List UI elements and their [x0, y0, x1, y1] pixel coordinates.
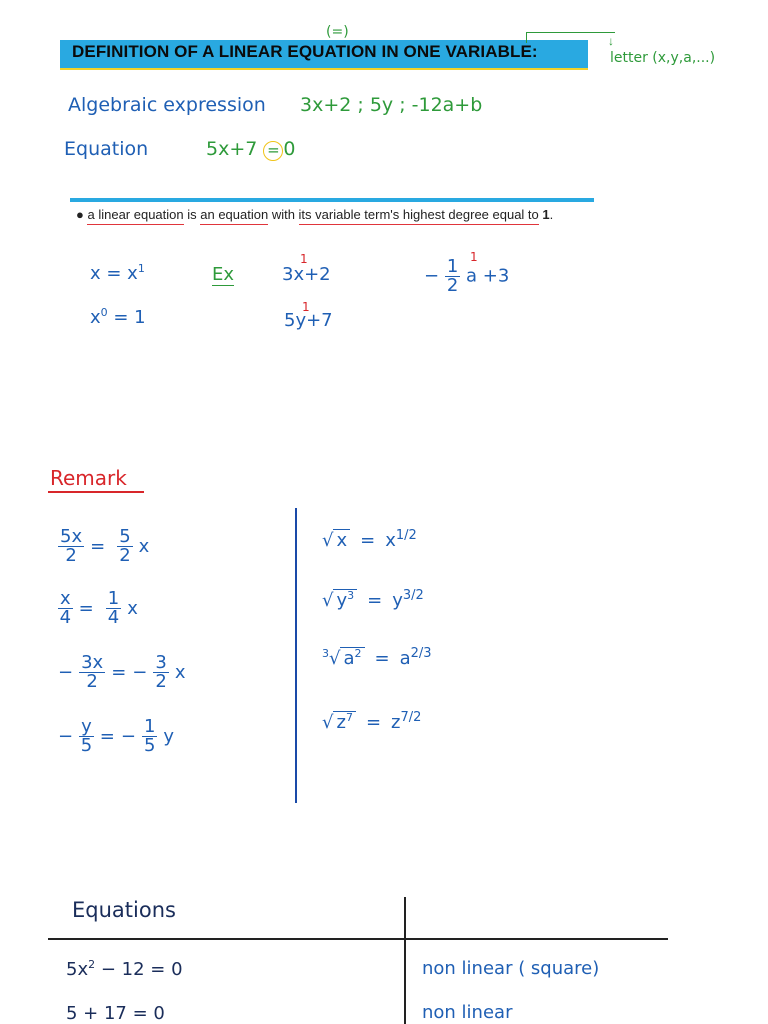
right-prefix: − — [132, 662, 148, 683]
table-vertical-rule — [404, 897, 406, 1024]
remark-left-row — [58, 590, 138, 627]
right-fraction-num: 3 — [155, 652, 167, 673]
variable: x — [138, 536, 150, 557]
right-fraction — [106, 590, 121, 627]
radicand-exp: 3 — [347, 589, 355, 602]
right-prefix: − — [120, 726, 136, 747]
remark-left-row — [58, 718, 174, 755]
power-base: z — [391, 712, 401, 733]
left-fraction-den: 2 — [65, 545, 77, 566]
remark-right-row — [322, 528, 417, 551]
left-fraction-den: 4 — [59, 607, 72, 628]
minus-sign: − — [58, 662, 74, 683]
power-exp: 2/3 — [410, 646, 432, 661]
example-5y-plus-7: 5y+7 — [284, 310, 333, 331]
ex3-num: 1 — [446, 256, 459, 277]
remark-left-row — [58, 528, 149, 565]
def-part-7: . — [549, 207, 554, 222]
remark-right-row — [322, 646, 432, 669]
letter-note: letter (x,y,a,...) — [610, 50, 716, 66]
left-fraction-num: y — [81, 716, 92, 737]
equals-sign: = — [365, 712, 382, 733]
eq-base: 5 — [66, 1003, 78, 1024]
left-fraction — [79, 654, 105, 691]
sqrt-icon: √ — [329, 648, 341, 669]
right-fraction-num: 5 — [119, 526, 131, 547]
left-fraction-num: 3x — [81, 652, 104, 673]
left-fraction-num: 5x — [60, 526, 83, 547]
left-fraction — [79, 718, 94, 755]
def-part-5: its variable term's highest degree equal to — [299, 207, 539, 225]
def-part-3: an equation — [200, 207, 268, 225]
power-base: x — [385, 530, 396, 551]
radicand-base: z — [336, 712, 346, 733]
remark-left-row — [58, 654, 186, 691]
variable: x — [127, 598, 138, 619]
power-base: a — [399, 648, 411, 669]
page-title: DEFINITION OF A LINEAR EQUATION IN ONE VARIABLE: — [72, 42, 538, 61]
left-fraction-num: x — [60, 588, 71, 609]
definition-bar — [70, 198, 594, 202]
table-row-equation — [66, 958, 183, 980]
equals-sign: = — [99, 726, 115, 747]
table-row-type: non linear — [422, 1002, 513, 1023]
left-fraction — [58, 528, 84, 565]
equation-example-rhs: 0 — [283, 138, 296, 160]
minus-sign: − — [58, 726, 74, 747]
radicand-base: y — [336, 590, 348, 611]
def-part-4: with — [268, 207, 299, 222]
ex3-suffix: a +3 — [466, 265, 510, 287]
right-fraction — [117, 528, 132, 565]
remark-right-row — [322, 588, 424, 611]
algebraic-expression-label: Algebraic expression — [68, 94, 266, 116]
equals-sign: = — [78, 598, 94, 619]
table-row-type: non linear ( square) — [422, 958, 600, 979]
variable: x — [174, 662, 186, 683]
degree-mark-3: 1 — [470, 250, 478, 264]
equation-label: Equation — [64, 138, 149, 160]
right-fraction-den: 2 — [119, 545, 131, 566]
table-header-equations: Equations — [72, 898, 176, 922]
x-power-one-sup: 1 — [137, 262, 145, 275]
def-part-1: a linear equation — [87, 207, 183, 225]
eq-base: 5x — [66, 959, 89, 980]
power-base: y — [392, 590, 403, 611]
radicand-base: x — [336, 530, 348, 551]
radicand-exp: 2 — [354, 647, 362, 660]
eq-rest: − 12 = 0 — [95, 959, 183, 980]
remark-right-row — [322, 710, 421, 733]
remark-underline — [48, 491, 144, 493]
radicand — [333, 529, 350, 551]
right-fraction-num: 1 — [107, 588, 120, 609]
annotation-bracket — [526, 32, 615, 43]
remark-divider — [295, 508, 297, 803]
equals-sign: = — [360, 530, 376, 551]
right-fraction-den: 5 — [143, 735, 156, 756]
sqrt-icon: √ — [322, 590, 334, 611]
x-power-one-text: x = x — [90, 263, 138, 284]
equals-sign: = — [90, 536, 106, 557]
variable: y — [163, 726, 175, 747]
x-power-zero-base: x — [90, 307, 101, 328]
remark-title: Remark — [50, 466, 127, 490]
right-fraction — [142, 718, 157, 755]
degree-mark-1: 1 — [300, 252, 308, 266]
equals-sign: = — [374, 648, 390, 669]
equals-sign: = — [111, 662, 127, 683]
x-power-zero-sup: 0 — [100, 306, 108, 319]
sqrt-icon: √ — [322, 712, 334, 733]
right-fraction — [153, 654, 168, 691]
power-exp: 1/2 — [395, 528, 417, 543]
left-fraction-den: 2 — [86, 671, 98, 692]
radicand-base: a — [343, 648, 355, 669]
equation-example — [206, 138, 295, 161]
eq-rest: + 17 = 0 — [77, 1003, 165, 1024]
left-fraction-den: 5 — [80, 735, 93, 756]
equals-sign: = — [367, 590, 383, 611]
def-part-2: is — [183, 207, 201, 222]
bullet-icon: ● — [76, 207, 84, 222]
example-3x-plus-2: 3x+2 — [282, 264, 331, 285]
algebraic-examples: 3x+2 ; 5y ; -12a+b — [300, 94, 483, 116]
def-part-6: 1 — [538, 207, 550, 222]
ex-label: Ex — [212, 264, 235, 285]
power-exp: 3/2 — [402, 588, 424, 603]
table-row-equation — [66, 1002, 165, 1024]
eq-sup: 2 — [88, 958, 96, 971]
right-fraction-den: 2 — [155, 671, 167, 692]
right-fraction-den: 4 — [107, 607, 120, 628]
arrow-down-icon: ↓ — [608, 34, 614, 48]
left-fraction — [58, 590, 73, 627]
right-fraction-num: 1 — [143, 716, 156, 737]
radicand-exp: 7 — [345, 711, 353, 724]
radicand — [340, 647, 364, 669]
radicand — [333, 711, 355, 733]
ex3-prefix: − — [424, 265, 440, 287]
degree-mark-2: 1 — [302, 300, 310, 314]
ex3-fraction — [445, 258, 460, 295]
equation-example-lhs: 5x+7 — [206, 138, 258, 160]
equals-annotation: (=) — [326, 24, 349, 40]
root-index: 3 — [322, 647, 329, 660]
sqrt-icon: √ — [322, 530, 334, 551]
ex3-den: 2 — [446, 275, 459, 296]
equals-circle: = — [263, 141, 283, 161]
power-exp: 7/2 — [400, 710, 422, 725]
example-half-a-plus-3 — [424, 258, 509, 295]
x-power-zero — [90, 306, 146, 328]
table-horizontal-rule — [48, 938, 668, 940]
x-power-zero-rhs: = 1 — [107, 307, 146, 328]
radicand — [333, 589, 357, 611]
definition-text — [76, 207, 553, 222]
x-power-one — [90, 262, 145, 284]
